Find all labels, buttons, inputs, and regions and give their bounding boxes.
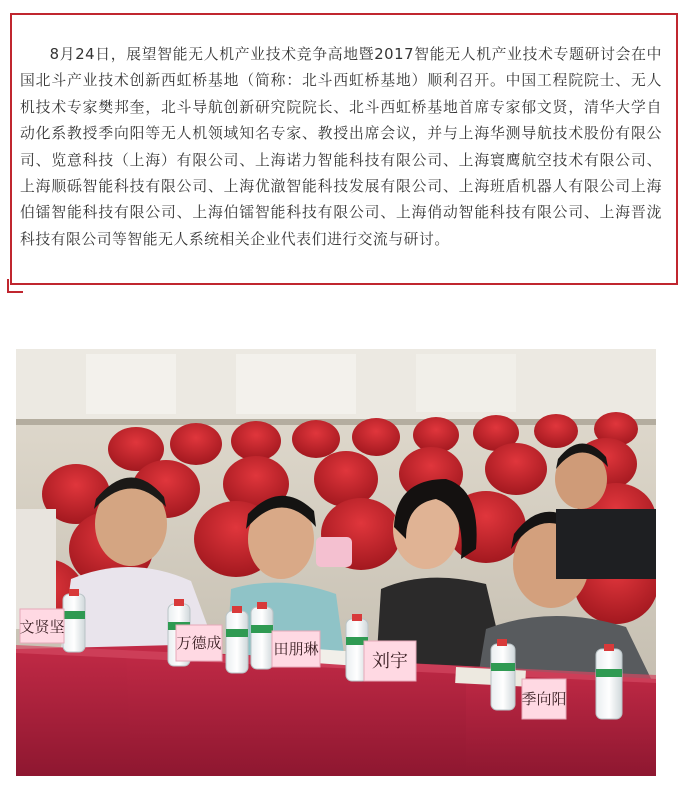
name-card-5: 季向阳 bbox=[521, 692, 567, 708]
name-card-1: 文贤坚 bbox=[19, 620, 65, 636]
name-card-2: 万德成 bbox=[176, 636, 222, 652]
conference-photo bbox=[16, 349, 656, 776]
name-card-3: 田朋琳 bbox=[273, 642, 319, 658]
article-paragraph: 8月24日，展望智能无人机产业技术竞争高地暨2017智能无人机产业技术专题研讨会在中国北斗产业技术创新西虹桥基地（简称：北斗西虹桥基地）顺利召开。中国工程院院士、无人机技术专家樊邦奎，北斗导航创新研究院院长、北斗西虹桥基地首席专家郁文贤，清华大学自动化系教授季向阳等无人机领域知名专家、教授出席会议，并与上海华测导航技术股份有限公司、览意科技（上海）有限公司、上海诺力智能科技有限公司、上海寰鹰航空技术有限公司、上海顺砾智能科技有限公司、上海优澈智能科技发展有限公司、上海班盾机器人有限公司上海伯镭智能科技有限公司、上海伯镭智能科技有限公司、上海俏动智能科技有限公司、上海晋泷科技有限公司等智能无人系统相关企业代表们进行交流与研讨。 bbox=[20, 46, 662, 248]
name-card-4: 刘宇 bbox=[372, 651, 408, 671]
frame-corner-decoration bbox=[7, 279, 23, 293]
